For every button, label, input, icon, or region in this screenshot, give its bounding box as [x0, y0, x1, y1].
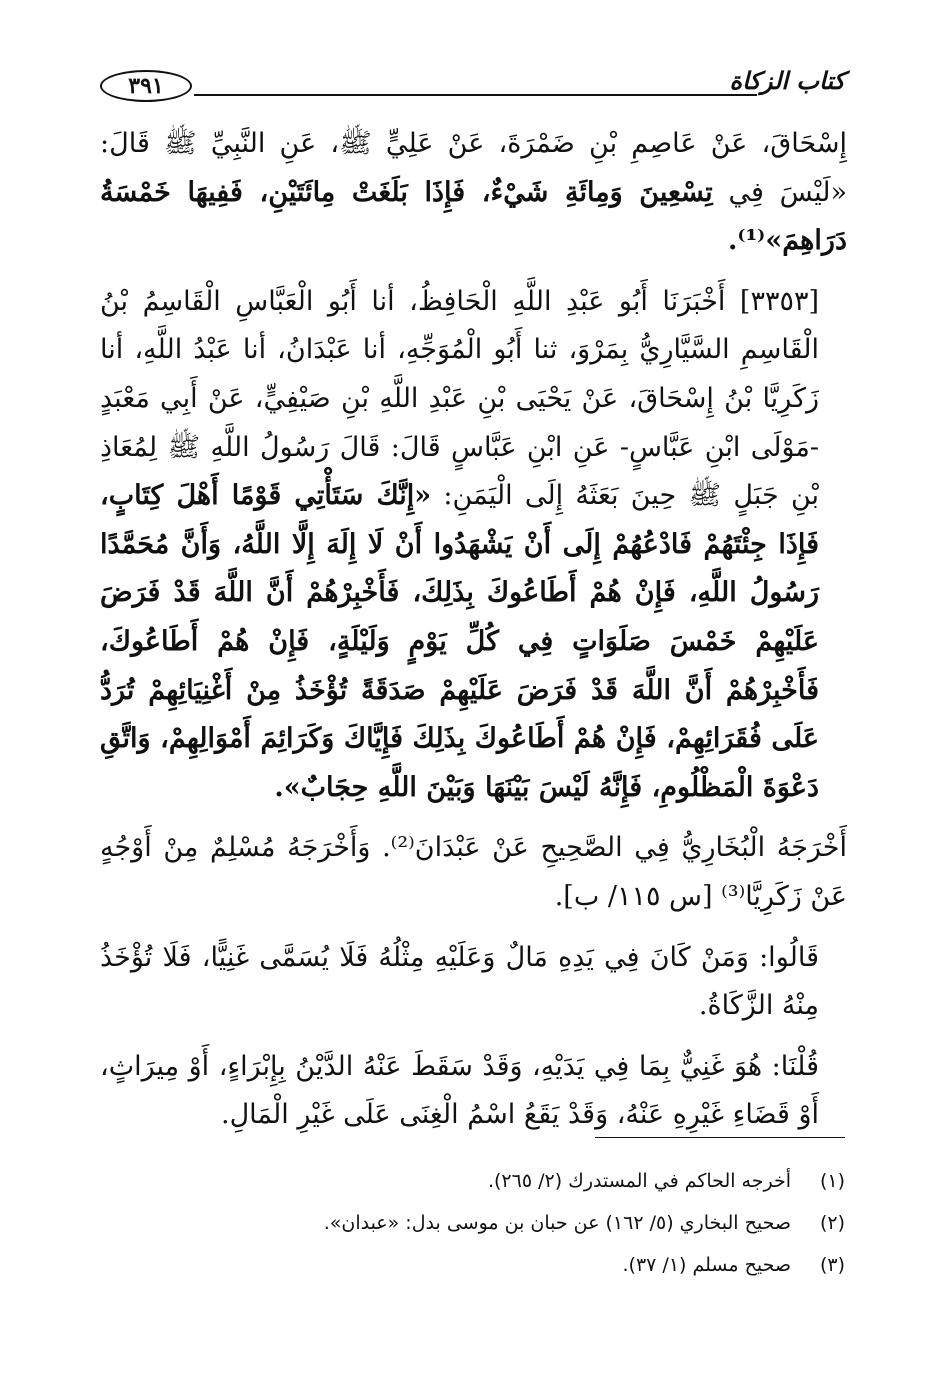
book-title: كتاب الزكاة — [729, 66, 845, 95]
footnote-item — [100, 1160, 845, 1202]
footnote-number: (٢) — [819, 1212, 845, 1234]
text-line: زَكَرِيَّا⁽³⁾ [س ١١٥/ ب]. — [554, 880, 802, 912]
footnote-text: صحيح مسلم (١/ ٣٧). — [622, 1254, 791, 1276]
text-line: [٣٣٥٣] أَخْبَرَنَا أَبُو عَبْدِ اللَّهِ الْحَافِظُ، أنا أَبُو الْعَبَّاسِ الْقَاسِمُ بْنُ الْقَاسِمِ — [100, 285, 819, 366]
paragraph-reply — [100, 1043, 847, 1140]
text-line: السَّيَّارِيُّ بِمَرْوَ، ثنا أَبُو الْمُوَجِّهِ، أنا عَبْدَانُ، أنا عَبْدُ اللَّهِ، أنا زَكَرِيَّا بْنُ إِسْحَاقَ، — [100, 334, 819, 414]
text-line: عَبَّاسٍ قَالَ: قَالَ رَسُولُ اللَّهِ ﷺ لِمُعَاذِ بْنِ جَبَلٍ ﷺ حِينَ بَعَثَهُ إِلَى الْيَمَنِ: — [100, 431, 820, 512]
text-line: الزَّكَاةُ. — [698, 990, 774, 1022]
footnote-text: صحيح البخاري (٥/ ١٦٢) عن حبان بن موسى بدل: «عبدان». — [323, 1212, 791, 1234]
main-text — [100, 120, 847, 1140]
text-line: أَخْرَجَهُ الْبُخَارِيُّ فِي الصَّحِيحِ عَنْ عَبْدَانَ⁽²⁾. وَأَخْرَجَهُ مُسْلِمٌ مِنْ أَوْجُهٍ عَنْ — [100, 832, 847, 912]
footnote-number: (١) — [819, 1170, 845, 1192]
text-line: إِلَّا اللَّهُ، وَأَنَّ مُحَمَّدًا رَسُولُ اللَّهِ، فَإِنْ هُمْ أَطَاعُوكَ بِذَلِكَ، فَأَخْبِرْهُمْ أَنَّ اللَّهَ قَدْ — [100, 528, 819, 609]
text-line: قُلْنَا: هُوَ غَنِيٌّ بِمَا فِي يَدَيْهِ، وَقَدْ سَقَطَ عَنْهُ الدَّيْنُ بِإِبْرَاءٍ، أَوْ مِيرَاثٍ، أَوْ — [100, 1050, 819, 1131]
page-number: ٣٩١ — [100, 70, 192, 102]
footnote-divider — [595, 1137, 845, 1138]
text-line: أَنَّ اللَّهَ قَدْ فَرَضَ عَلَيْهِمْ صَدَقَةً تُؤْخَذُ مِنْ أَغْنِيَائِهِمْ تُرَدُّ عَلَى فُقَرَائِهِمْ، فَإِنْ هُمْ — [100, 674, 819, 755]
text-line: تِسْعِينَ وَمِائَةِ شَيْءٌ، فَإِذَا بَلَغَتْ مِائَتَيْنِ، فَفِيهَا خَمْسَةُ دَرَاهِمَ»⁽¹⁾. — [100, 176, 847, 257]
text-line: قَالُوا: وَمَنْ كَانَ فِي يَدِهِ مَالٌ وَعَلَيْهِ مِثْلُهُ فَلَا يُسَمَّى غَنِيًّا، فَلَا تُؤْخَذُ مِنْهُ — [100, 941, 819, 1022]
paragraph-takhrij — [100, 824, 847, 921]
text-line: عَنْ يَحْيَى بْنِ عَبْدِ اللَّهِ بْنِ صَيْفِيٍّ، عَنْ أَبِي مَعْبَدٍ -مَوْلَى ابْنِ عَبَّاسٍ- عَنِ ابْنِ — [100, 382, 820, 463]
footnotes — [100, 1160, 845, 1286]
text-line: وَبَيْنَ اللَّهِ حِجَابٌ». — [274, 771, 476, 803]
header-rule — [194, 94, 757, 96]
page-header — [100, 64, 845, 112]
footnote-item — [100, 1244, 845, 1286]
footnote-item — [100, 1202, 845, 1244]
paragraph-hadith-3353 — [100, 278, 847, 813]
paragraph-objection — [100, 934, 847, 1031]
text-line: «إِنَّكَ سَتَأْتِي قَوْمًا أَهْلَ كِتَابٍ، فَإِذَا جِئْتَهُمْ فَادْعُهُمْ إِلَى أَنْ يَشْهَدُوا أَنْ لَا إِلَهَ — [100, 480, 820, 560]
paragraph-hadith-continuation — [100, 120, 847, 266]
footnote-number: (٣) — [819, 1254, 845, 1276]
text-line: إِسْحَاقَ، عَنْ عَاصِمِ بْنِ ضَمْرَةَ، عَنْ عَلِيٍّ ﷺ، عَنِ النَّبِيِّ ﷺ قَالَ: «لَيْسَ فِي — [100, 128, 847, 208]
text-line: أَطَاعُوكَ بِذَلِكَ فَإِيَّاكَ وَكَرَائِمَ أَمْوَالِهِمْ، وَاتَّقِ دَعْوَةَ الْمَظْلُومِ، فَإِنَّهُ لَيْسَ بَيْنَهَا — [100, 723, 819, 803]
text-line: قَضَاءِ غَيْرِهِ عَنْهُ، وَقَدْ يَقَعُ اسْمُ الْغِنَى عَلَى غَيْرِ الْمَالِ. — [220, 1099, 790, 1131]
text-line: فَرَضَ عَلَيْهِمْ خَمْسَ صَلَوَاتٍ فِي كُلِّ يَوْمٍ وَلَيْلَةٍ، فَإِنْ هُمْ أَطَاعُوكَ، فَأَخْبِرْهُمْ — [100, 577, 819, 706]
footnote-text: أخرجه الحاكم في المستدرك (٢/ ٢٦٥). — [487, 1170, 791, 1192]
